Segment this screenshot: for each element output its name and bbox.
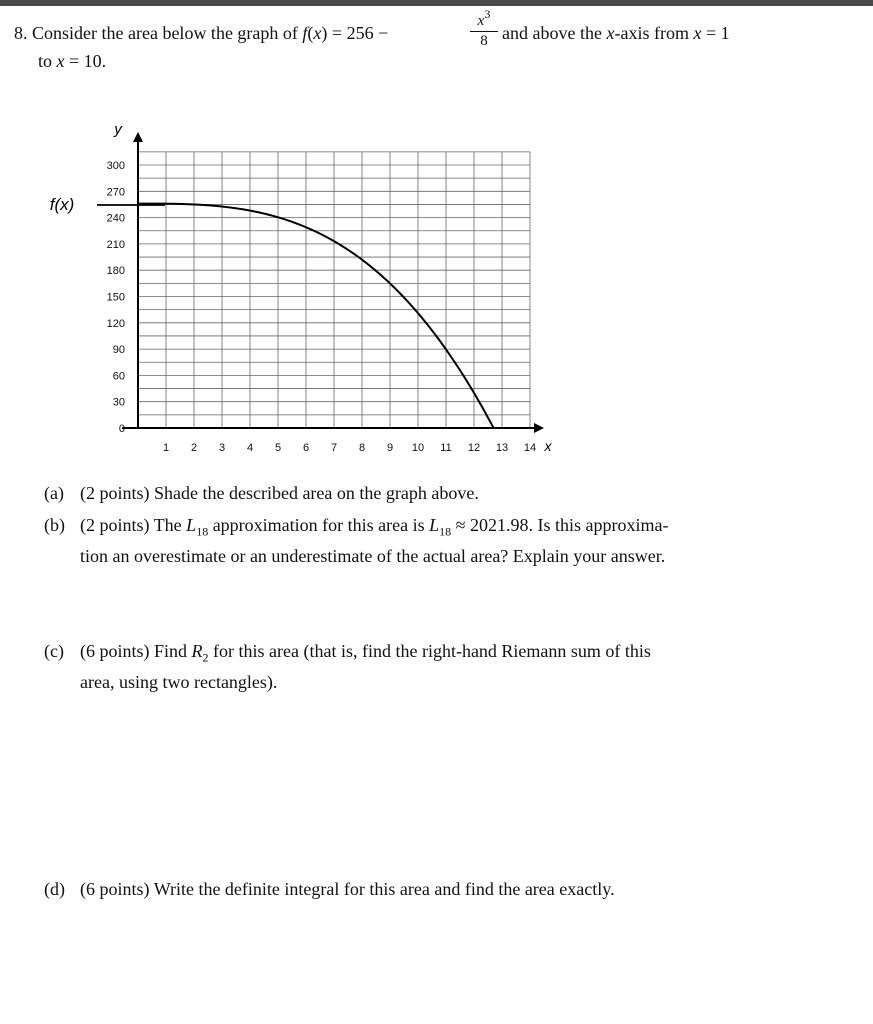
fraction-power: 3	[484, 7, 491, 21]
x-tick-label: 9	[386, 442, 394, 454]
part-d	[44, 877, 804, 901]
top-window-bar	[0, 0, 873, 6]
x-tick-label: 2	[190, 442, 198, 454]
y-axis-arrow	[133, 132, 143, 142]
x-tick-label: 10	[411, 442, 425, 454]
question-line-1: 8. Consider the area below the graph of f(x) = 256 −	[14, 23, 389, 43]
x-tick-label: 3	[218, 442, 226, 454]
part-a-text: Shade the described area on the graph above.	[154, 483, 479, 503]
part-c-R-symbol: R	[191, 641, 203, 661]
y-tick-label: 30	[112, 396, 125, 409]
part-a	[44, 481, 804, 505]
fraction-x-cubed-over-8	[470, 6, 498, 50]
part-b-L-subscript: 18	[196, 524, 209, 539]
part-b-line-2: tion an overestimate or an underestimate of the actual area? Explain your answer.	[80, 545, 666, 566]
function-graph	[0, 110, 600, 470]
axis-variable: x	[606, 23, 615, 43]
part-d-points: (6 points)	[80, 879, 150, 899]
y-tick-label: 0	[118, 423, 125, 435]
x-axis-arrow	[534, 423, 544, 433]
y-tick-label: 210	[106, 238, 125, 251]
y-tick-label: 90	[112, 344, 125, 357]
axis-word: -axis from	[614, 23, 689, 43]
part-c-text-a: Find	[154, 641, 188, 661]
fraction-numerator: x	[477, 13, 485, 29]
part-a-label: (a)	[44, 483, 64, 503]
part-b-L-subscript-2: 18	[439, 524, 452, 539]
x-tick-label: 14	[523, 442, 537, 454]
from-value: = 1	[705, 23, 730, 43]
part-b-text-b: approximation for this area is	[212, 515, 425, 535]
part-c-text-b: for this area (that is, find the right-hand Riemann sum of this	[213, 641, 651, 661]
equation-constant: = 256 −	[331, 23, 389, 43]
x-tick-labels	[163, 442, 536, 454]
y-tick-label: 60	[112, 370, 125, 383]
from-variable: x	[693, 23, 702, 43]
question-intro: Consider the area below the graph of	[32, 23, 298, 43]
function-name: f	[302, 23, 308, 43]
y-tick-label: 180	[106, 265, 125, 278]
part-b-L-symbol-2: L	[429, 515, 440, 535]
y-tick-label: 150	[106, 291, 125, 304]
part-c-label: (c)	[44, 641, 64, 661]
y-tick-labels	[107, 160, 125, 435]
part-c-points: (6 points)	[80, 641, 150, 661]
to-variable: x	[56, 51, 65, 71]
part-c	[44, 639, 804, 694]
y-tick-label: 120	[106, 317, 125, 330]
x-tick-label: 1	[162, 442, 170, 454]
part-c-line-2: area, using two rectangles).	[80, 671, 278, 692]
question-continuation: and above the	[502, 23, 602, 43]
part-b-text-c: ≈ 2021.98. Is this approxima-	[455, 515, 669, 535]
part-d-label: (d)	[44, 879, 65, 899]
axes	[97, 132, 544, 433]
fraction-denominator: 8	[480, 33, 488, 49]
question-number: 8.	[14, 23, 28, 43]
part-b	[44, 513, 804, 568]
x-axis-label: x	[544, 438, 552, 454]
x-tick-label: 7	[330, 442, 338, 454]
x-tick-label: 12	[467, 442, 481, 454]
part-b-L-symbol: L	[186, 515, 197, 535]
function-curve	[138, 204, 494, 428]
part-b-label: (b)	[44, 515, 65, 535]
y-tick-label: 270	[106, 186, 125, 199]
part-b-text-a: The	[153, 515, 182, 535]
question-line-1-end	[502, 22, 730, 44]
x-tick-label: 13	[495, 442, 509, 454]
part-d-text: Write the definite integral for this area and find the area exactly.	[153, 879, 615, 899]
x-tick-label: 5	[274, 442, 282, 454]
y-axis-label: y	[114, 121, 122, 138]
to-value: = 10.	[69, 51, 107, 71]
curve-label: f(x)	[49, 195, 75, 214]
to-word: to	[38, 51, 53, 71]
y-tick-label: 240	[106, 212, 125, 225]
y-tick-label: 300	[106, 160, 125, 172]
x-tick-label: 11	[440, 442, 452, 454]
x-tick-label: 8	[358, 442, 366, 454]
x-tick-label: 6	[302, 442, 310, 454]
part-b-points: (2 points)	[80, 515, 150, 535]
x-tick-label: 4	[246, 442, 254, 454]
function-var: x	[313, 23, 322, 43]
part-c-R-subscript: 2	[202, 650, 209, 665]
question-line-2	[38, 50, 106, 72]
part-a-points: (2 points)	[80, 483, 150, 503]
